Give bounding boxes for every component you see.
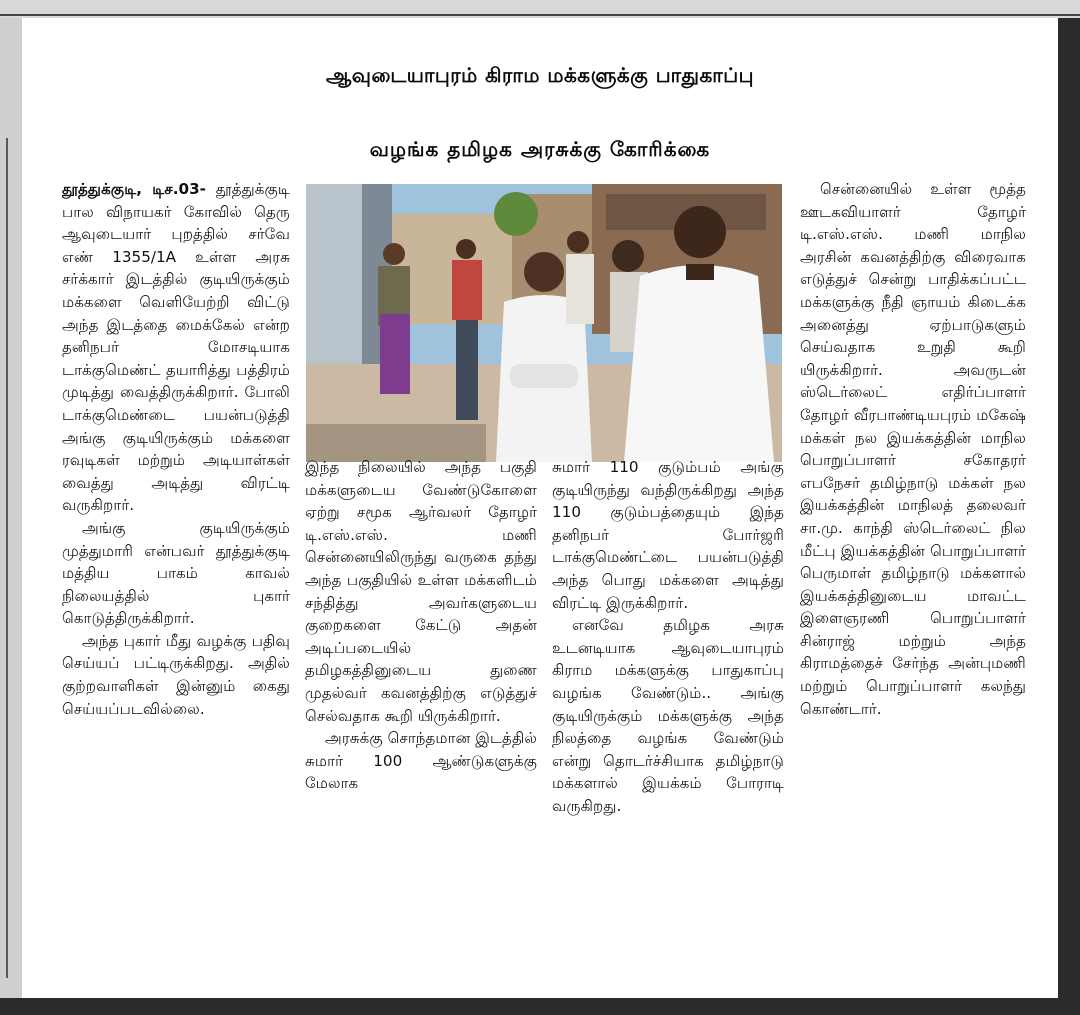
scan-border-left xyxy=(0,18,22,998)
article-column-2 xyxy=(305,456,537,795)
paragraph-8: சென்னையில் உள்ள மூத்த ஊடகவியாளர் தோழர் டி.எஸ்.எஸ். மணி மாநில அரசின் கவனத்திற்கு விரைவாக எடுத்துச் சென்று பாதிக்கப்பட்ட மக்களுக்கு நீதி ஞாயம் கிடைக்க அனைத்து ஏற்பாடுகளும் செய்வதாக உறுதி கூறி யிருக்கிறார். அவருடன் ஸ்டெர்லைட் எதிர்ப்பாளர் தோழர் வீரபாண்டியபுரம் மகேஷ் மக்கள் நல இயக்கத்தின் மாநில பொறுப்பாளர் சகோதரர் எபநேசர் தமிழ்நாடு மக்கள் நல இயக்கத்தின் மாநிலத் தலைவர் சா.மு. காந்தி ஸ்டெர்லைட் நில மீட்பு இயக்கத்தின் பொறுப்பாளர் பெருமாள் தமிழ்நாடு மக்களால் இயக்கத்தினுடைய மாவட்ட இளைஞரணி பொறுப்பாளர் சின்ராஜ் மற்றும் அந்த கிராமத்தைச் சேர்ந்த அன்புமணி மற்றும் பொறுப்பாளர் கலந்து கொண்டார். xyxy=(800,180,1026,718)
paragraph-7: எனவே தமிழக அரசு உடனடியாக ஆவுடையாபுரம் கிராம மக்களுக்கு பாதுகாப்பு வழங்க வேண்டும்.. அங்கு குடியிருக்கும் மக்களுக்கு அந்த நிலத்தை வழங்க வேண்டும் என்று தொடர்ச்சியாக தமிழ்நாடு மக்களால் இயக்கம் போராடி வருகிறது. xyxy=(552,616,784,815)
news-photo-illustration xyxy=(306,184,782,462)
paragraph-4: இந்த நிலையில் அந்த பகுதி மக்களுடைய வேண்டுகோளை ஏற்று சமூக ஆர்வலர் தோழர் டி.எஸ்.எஸ். மணி சென்னையிலிருந்து வருகை தந்து அந்த பகுதியில் உள்ள மக்களிடம் சந்தித்து அவர்களுடைய குறைகளை கேட்டு அதன் அடிப்படையில் தமிழகத்தினுடைய துணை முதல்வர் கவனத்திற்கு எடுத்துச் செல்வதாக கூறி யிருக்கிறார். xyxy=(305,458,537,725)
article-column-1 xyxy=(62,178,290,720)
dateline-paragraph xyxy=(62,178,290,517)
paragraph-1-text: தூத்துக்குடி பால விநாயகர் கோவில் தெரு ஆவுடையார் புறத்தில் சர்வே எண் 1355/1A உள்ள அரசு சர்க்கார் இடத்தில் குடியிருக்கும் மக்களை வெளியேற்றி விட்டு அந்த இடத்தை மைக்கேல் என்ற தனிநபர் மோசடியாக டாக்குமெண்ட் தயாரித்து பத்திரம் முடித்து வைத்திருக்கிறார். போலி டாக்குமெண்டை பயன்படுத்தி அங்கு குடியிருக்கும் மக்களை ரவுடிகள் மற்றும் அடியாள்கள் வைத்து அடித்து விரட்டி வருகிறார். xyxy=(62,180,290,515)
newspaper-clipping xyxy=(22,18,1058,998)
news-photo xyxy=(306,184,782,462)
paragraph-3: அந்த புகார் மீது வழக்கு பதிவு செய்யப் பட்டிருக்கிறது. அதில் குற்றவாளிகள் இன்னும் கைது செய்யப்படவில்லை. xyxy=(62,631,290,718)
headline-line-1: ஆவுடையாபுரம் கிராம மக்களுக்கு பாதுகாப்பு xyxy=(326,63,754,87)
dateline: தூத்துக்குடி, டிச.03- xyxy=(62,180,206,198)
scan-border-left-line xyxy=(6,138,8,978)
scan-border-line xyxy=(0,14,1080,16)
paragraph-6: சுமார் 110 குடும்பம் அங்கு குடியிருந்து வந்திருக்கிறது அந்த 110 குடும்பத்தையும் இந்த தனிநபர் போர்ஜரி டாக்குமெண்ட்டை பயன்படுத்தி அந்த பொது மக்களை அடித்து விரட்டி இருக்கிறார். xyxy=(552,458,784,612)
paragraph-2: அங்கு குடியிருக்கும் முத்துமாரி என்பவர் தூத்துக்குடி மத்திய பாகம் காவல் நிலையத்தில் புகார் கொடுத்திருக்கிறார். xyxy=(62,518,290,628)
article-column-4 xyxy=(800,178,1026,720)
article-column-3 xyxy=(552,456,784,818)
headline-line-2: வழங்க தமிழக அரசுக்கு கோரிக்கை xyxy=(369,137,711,161)
paragraph-5: அரசுக்கு சொந்தமான இடத்தில் சுமார் 100 ஆண்டுகளுக்கு மேலாக xyxy=(305,729,537,793)
